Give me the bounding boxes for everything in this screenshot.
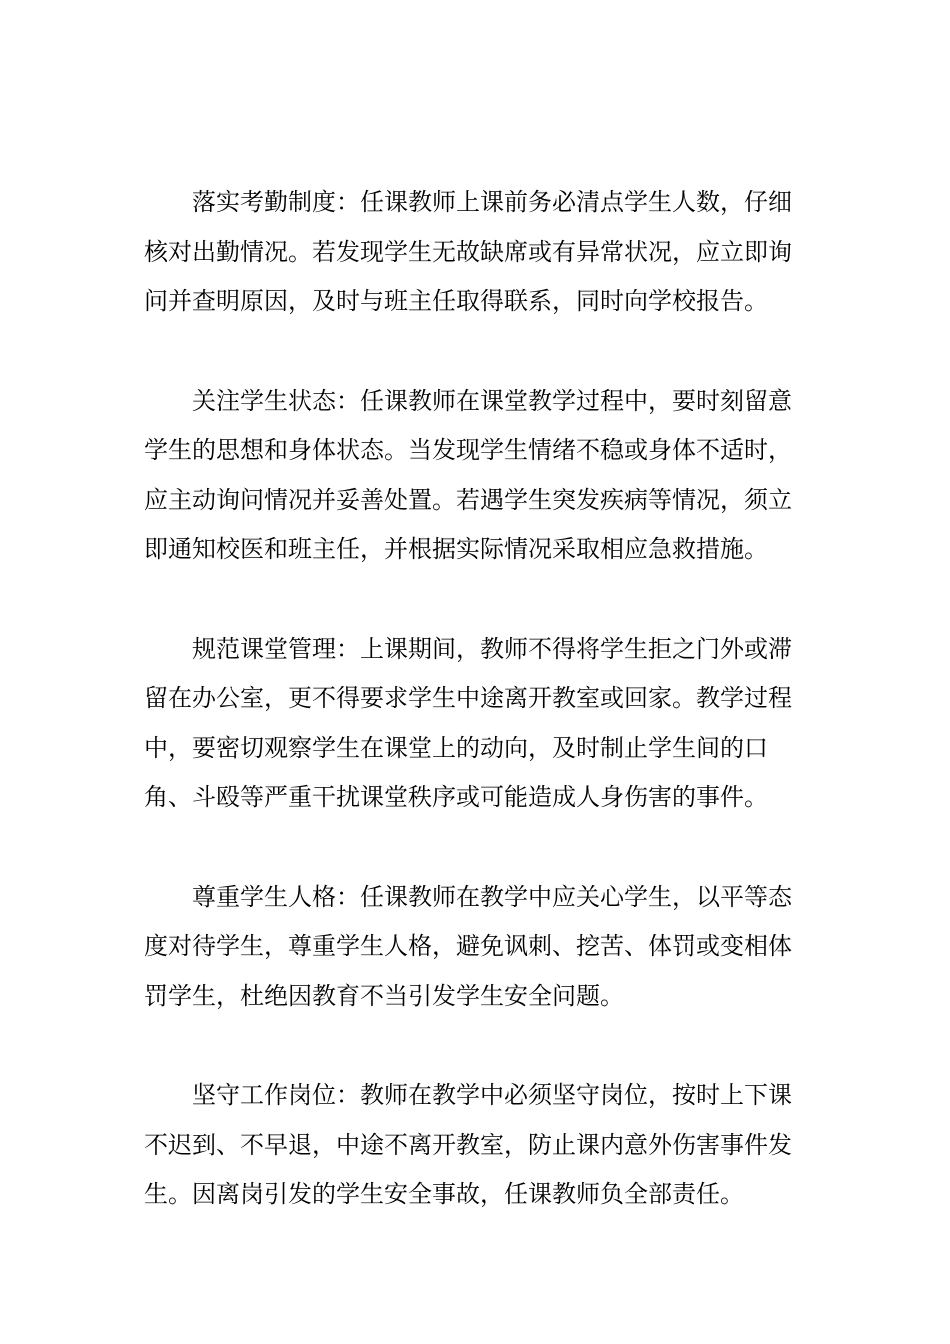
document-body — [144, 178, 812, 1270]
paragraph-classroom-management: 规范课堂管理：上课期间，教师不得将学生拒之门外或滞留在办公室，更不得要求学生中途离开教室或回家。教学过程中，要密切观察学生在课堂上的动向，及时制止学生间的口角、斗殴等严重干扰课堂秩序或可能造成人身伤害的事件。 — [144, 634, 792, 811]
paragraph-student-status: 关注学生状态：任课教师在课堂教学过程中，要时刻留意学生的思想和身体状态。当发现学生情绪不稳或身体不适时，应主动询问情况并妥善处置。若遇学生突发疾病等情况，须立即通知校医和班主任，并根据实际情况采取相应急救措施。 — [144, 386, 792, 563]
paragraph-respect-dignity: 尊重学生人格：任课教师在教学中应关心学生，以平等态度对待学生，尊重学生人格，避免讽刺、挖苦、体罚或变相体罚学生，杜绝因教育不当引发学生安全问题。 — [144, 882, 792, 1010]
paragraph-attendance: 落实考勤制度：任课教师上课前务必清点学生人数，仔细核对出勤情况。若发现学生无故缺席或有异常状况，应立即询问并查明原因，及时与班主任取得联系，同时向学校报告。 — [144, 188, 792, 315]
paragraph-stay-at-post: 坚守工作岗位：教师在教学中必须坚守岗位，按时上下课不迟到、不早退，中途不离开教室，防止课内意外伤害事件发生。因离岗引发的学生安全事故，任课教师负全部责任。 — [144, 1081, 792, 1208]
